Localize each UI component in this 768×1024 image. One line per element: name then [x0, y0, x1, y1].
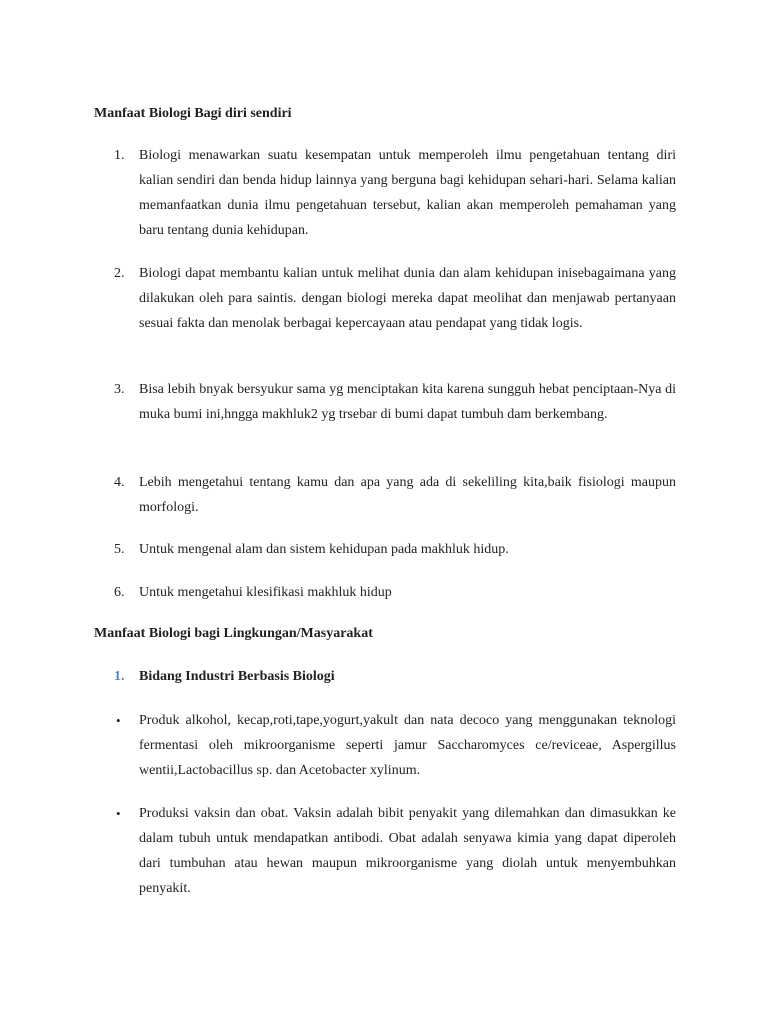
list-item-text: Untuk mengenal alam dan sistem kehidupan pada makhluk hidup. [139, 542, 509, 557]
list-number: 2. [114, 266, 125, 281]
list-item-2 [94, 261, 676, 336]
list-number: 1. [114, 148, 125, 163]
list-item-text: Bisa lebih bnyak bersyukur sama yg menciptakan kita karena sungguh hebat penciptaan-Nya di muka bumi ini,hngga makhluk2 yg trsebar di bumi dapat tumbuh dam berkembang. [139, 382, 676, 422]
bullet-icon: • [116, 806, 121, 821]
subheading-item [94, 664, 676, 689]
bullet-icon: • [116, 713, 121, 728]
list-item-text: Untuk mengetahui klesifikasi makhluk hidup [139, 585, 392, 600]
list-item-text: Lebih mengetahui tentang kamu dan apa yang ada di sekeliling kita,baik fisiologi maupun morfologi. [139, 475, 676, 515]
list-item-4 [94, 470, 676, 520]
bullet-item-text: Produksi vaksin dan obat. Vaksin adalah bibit penyakit yang dilemahkan dan dimasukkan ke dalam tubuh untuk mendapatkan antibodi. Obat adalah senyawa kimia yang dapat diperoleh dari tumbuhan atau hewan maupun mikroorganisme yang diolah untuk menyembuhkan penyakit. [139, 806, 676, 896]
list-item-1 [94, 143, 676, 243]
list-item-5 [94, 537, 676, 562]
subheading-text: Bidang Industri Berbasis Biologi [139, 669, 335, 684]
bullet-item-2 [94, 801, 676, 901]
bullet-item-text: Produk alkohol, kecap,roti,tape,yogurt,yakult dan nata decoco yang menggunakan teknologi fermentasi oleh mikroorganisme seperti jamur Saccharomyces ce/reviceae, Aspergillus wentii,Lactobacillus sp. dan Acetobacter xylinum. [139, 713, 676, 778]
subheading-number: 1. [114, 669, 125, 684]
list-item-3 [94, 377, 676, 427]
list-number: 5. [114, 542, 125, 557]
list-item-6 [94, 580, 676, 605]
bullet-item-1 [94, 708, 676, 783]
list-number: 6. [114, 585, 125, 600]
list-number: 3. [114, 382, 125, 397]
list-number: 4. [114, 475, 125, 490]
section2-title: Manfaat Biologi bagi Lingkungan/Masyarakat [94, 626, 373, 641]
section1-title: Manfaat Biologi Bagi diri sendiri [94, 106, 292, 121]
list-item-text: Biologi dapat membantu kalian untuk melihat dunia dan alam kehidupan inisebagaimana yang dilakukan oleh para saintis. dengan biologi mereka dapat meolihat dan menjawab pertanyaan sesuai fakta dan menolak berbagai kepercayaan atau pendapat yang tidak logis. [139, 266, 676, 331]
list-item-text: Biologi menawarkan suatu kesempatan untuk memperoleh ilmu pengetahuan tentang diri kalian sendiri dan benda hidup lainnya yang berguna bagi kehidupan sehari-hari. Selama kalian memanfaatkan dunia ilmu pengetahuan tersebut, kalian akan memperoleh pemahaman yang baru tentang dunia kehidupan. [139, 148, 676, 238]
